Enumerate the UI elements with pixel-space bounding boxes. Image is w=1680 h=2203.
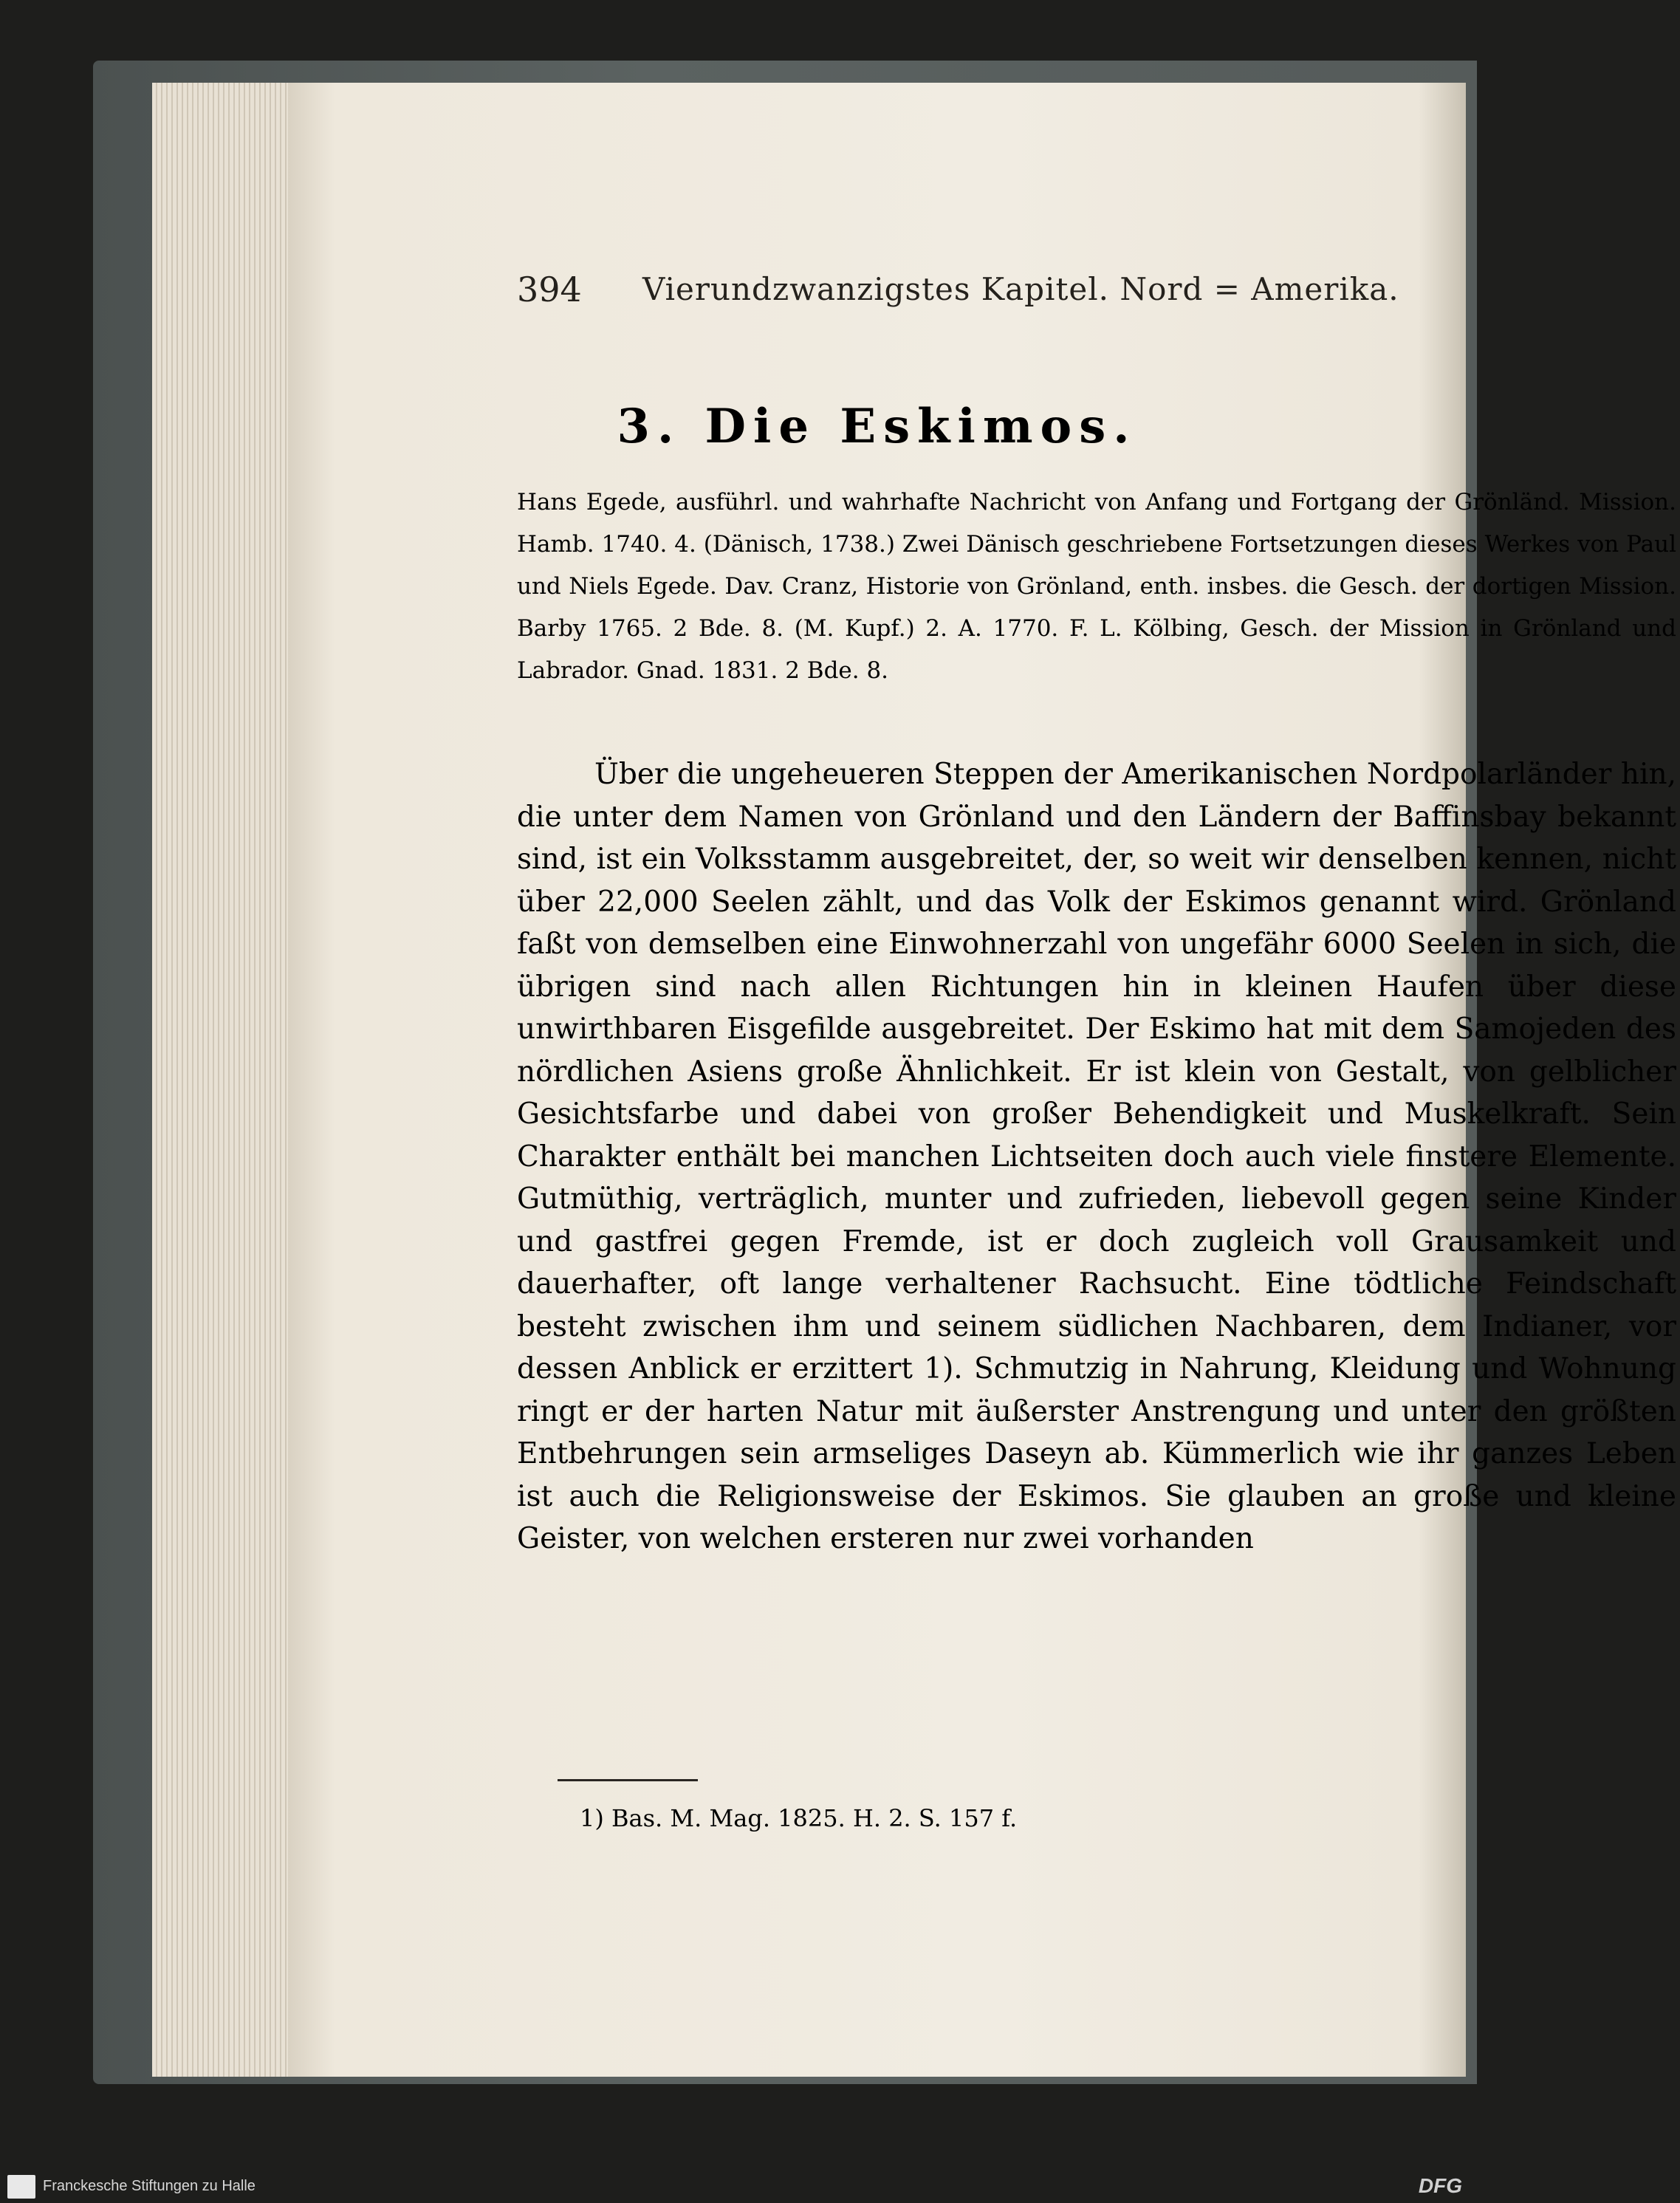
footnote: 1) Bas. M. Mag. 1825. H. 2. S. 157 f. (580, 1804, 1018, 1832)
institution-name: Franckesche Stiftungen zu Halle (43, 2178, 256, 2194)
page-content (288, 83, 1676, 2077)
footnote-rule (558, 1779, 698, 1781)
main-paragraph (517, 753, 1676, 1560)
bibliography-note: Hans Egede, ausführl. und wahrhafte Nachricht von Anfang und Fortgang der Grönländ. Mission. Hamb. 1740. 4. (Dänisch, 1738.) Zwei Dänisch geschriebene Fortsetzungen dieses Werkes von Paul und Niels Egede. Dav. Cranz, Historie von Grönland, enth. insbes. die Gesch. der dortigen Mission. Barby 1765. 2 Bde. 8. (M. Kupf.) 2. A. 1770. F. L. Kölbing, Gesch. der Mission in Grönland und Labrador. Gnad. 1831. 2 Bde. 8. (517, 489, 1676, 684)
institution-logo-icon (7, 2175, 35, 2199)
paragraph-text: Über die ungeheueren Steppen der Amerikanischen Nordpolarländer hin, die unter dem Namen von Grönland und den Ländern der Baffinsbay bekannt sind, ist ein Volksstamm ausgebreitet, der, so weit wir denselben kennen, nicht über 22,000 Seelen zählt, und das Volk der Eskimos genannt wird. Grönland faßt von demselben eine Einwohnerzahl von ungefähr 6000 Seelen in sich, die übrigen sind nach allen Richtungen hin in kleinen Haufen über diese unwirthbaren Eisgefilde ausgebreitet. Der Eskimo hat mit dem Samojeden des nördlichen Asiens große Ähnlichkeit. Er ist klein von Gestalt, von gelblicher Gesichtsfarbe und dabei von großer Behendigkeit und Muskelkraft. Sein Charakter enthält bei manchen Lichtseiten doch auch viele finstere Elemente. Gutmüthig, verträglich, munter und zufrieden, liebevoll gegen seine Kinder und gastfrei gegen Fremde, ist er doch zugleich voll Grausamkeit und dauerhafter, oft lange verhaltener Rachsucht. Eine tödtliche Feindschaft besteht zwischen ihm und seinem südlichen Nachbaren, dem Indianer, vor dessen Anblick er erzittert 1). Schmutzig in Nahrung, Kleidung und Wohnung ringt er der harten Natur mit äußerster Anstrengung und unter den größten Entbehrungen sein armseliges Daseyn ab. Kümmerlich wie ihr ganzes Leben ist auch die Religionsweise der Eskimos. Sie glauben an große und kleine Geister, von welchen ersteren nur zwei vorhanden (517, 758, 1676, 1555)
running-title: Vierundzwanzigstes Kapitel. Nord = Amerika. (642, 271, 1399, 307)
page-number: 394 (517, 270, 582, 309)
page-edges (152, 83, 292, 2077)
dfg-logo: DFG (1418, 2174, 1462, 2197)
chapter-title: 3. Die Eskimos. (617, 399, 1137, 454)
